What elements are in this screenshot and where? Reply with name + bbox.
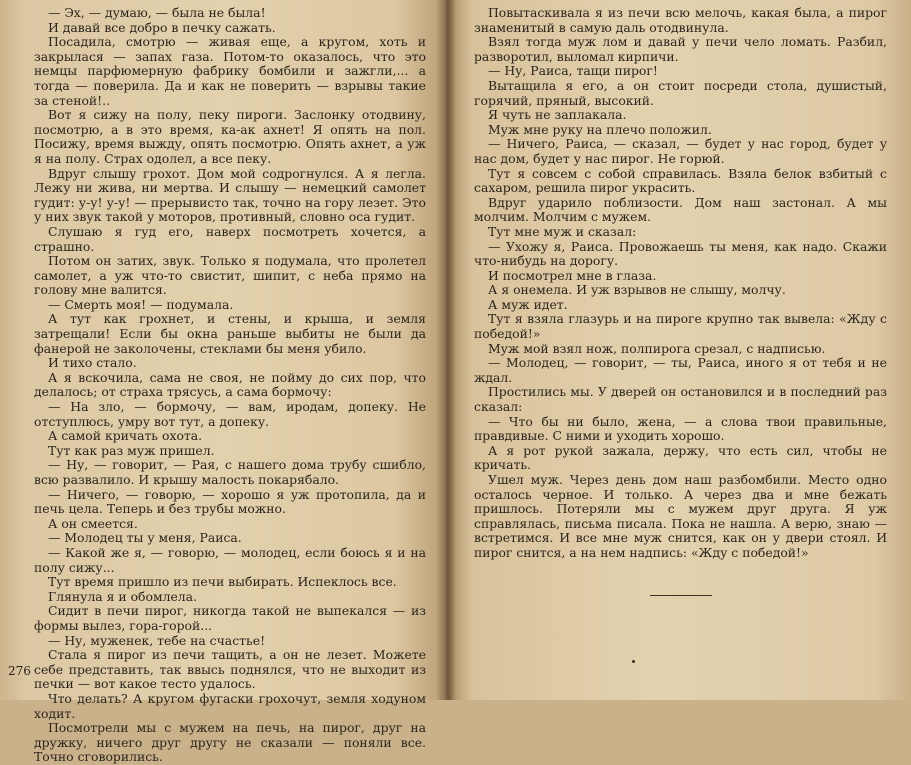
paragraph: — Молодец, — говорит, — ты, Раиса, иного я от тебя и не ждал. <box>474 355 887 385</box>
paragraph: Посмотрели мы с мужем на печь, на пирог, друг на дружку, ничего друг другу не сказали — поняли все. Точно сговорились. <box>34 720 426 765</box>
paragraph: — Смерть моя! — подумала. <box>48 296 234 312</box>
paragraph: Ушел муж. Через день дом наш разбомбили. Место одно осталось черное. И только. А через два и мне бежать пришлось. Потеряли мы с мужем друг друга. Я уж справлялась, письма писала. Пока не нашла. А верю, знаю — встретимся. И все мне муж снится, как он у двери стоял. И пирог снится, а на нем надпись: «Жду с победой!» <box>474 472 887 560</box>
paragraph: Слушаю я гуд его, наверх посмотреть хочется, а страшно. <box>34 223 426 254</box>
paragraph: Глянула я и обомлела. <box>48 588 198 604</box>
paragraph: И тихо стало. <box>48 355 137 371</box>
paragraph: — Ничего, — говорю, — хорошо я уж протопила, да и печь цела. Теперь и без трубы можно. <box>34 486 426 517</box>
paragraph: А я онемела. И уж взрывов не слышу, молчу. <box>488 282 786 298</box>
paragraph: И давай все добро в печку сажать. <box>48 19 276 35</box>
paragraph: — Молодец ты у меня, Раиса. <box>48 530 242 546</box>
paragraph: — Ну, Раиса, тащи пирог! <box>488 63 658 79</box>
paragraph: Вытащила я его, а он стоит посреди стола, душистый, горячий, пряный, высокий. <box>474 77 887 108</box>
paragraph: А я вскочила, сама не своя, не пойму до сих пор, что делалось; от страха трясусь, а сама бормочу: <box>34 369 426 400</box>
paragraph: Тут я совсем с собой справилась. Взяла белок взбитый с сахаром, решила пирог украсить. <box>474 165 887 196</box>
paragraph: Муж мне руку на плечо положил. <box>488 121 712 137</box>
paragraph: Тут мне муж и сказал: <box>488 223 637 239</box>
paragraph: Посадила, смотрю — живая еще, а кругом, хоть и закрылася — запах газа. Потом-то оказалось, что это немцы парфюмерную фабрику бомбили и зажгли,... а тогда — поверила. Да и как не поверить — взрывы такие за стеной!.. <box>34 34 426 108</box>
right-page-text <box>474 6 887 561</box>
paragraph: И посмотрел мне в глаза. <box>488 267 657 283</box>
paragraph: Тут как раз муж пришел. <box>48 442 215 458</box>
paragraph: — Эх, — думаю, — была не была! <box>48 5 266 20</box>
paragraph: — Ну, муженек, тебе на счастье! <box>48 632 266 648</box>
paper-speck <box>632 660 635 663</box>
paragraph: Вот я сижу на полу, пеку пироги. Заслонку отодвину, посмотрю, а в это время, ка-ак ахнет! Я опять на пол. Посижу, время выжду, опять посмотрю. Опять ахнет, а уж я на полу. Страх одолел, а все пеку. <box>34 107 426 166</box>
paragraph: Я чуть не заплакала. <box>488 107 627 123</box>
paragraph: А самой кричать охота. <box>48 428 203 444</box>
page-number: 276 <box>8 664 31 678</box>
paragraph: Тут я взяла глазурь и на пироге крупно так вывела: «Жду с победой!» <box>474 311 887 342</box>
paragraph: — Какой же я, — говорю, — молодец, если боюсь я и на полу сижу... <box>34 544 426 575</box>
left-page-text <box>34 6 426 765</box>
paragraph: Взял тогда муж лом и давай у печи чело ломать. Разбил, разворотил, выломал кирпичи. <box>474 34 887 64</box>
right-page <box>448 0 911 700</box>
paragraph: — Ну, — говорит, — Рая, с нашего дома трубу сшибло, всю развалило. И крышу малость покарябало. <box>34 457 426 487</box>
paragraph: А тут как грохнет, и стены, и крыша, и земля затрещали! Если бы окна раньше выбиты не были да фанерой не заколочены, стеклами бы меня убило. <box>34 311 426 356</box>
paragraph: А муж идет. <box>488 296 568 312</box>
paragraph: Что делать? А кругом фугаски грохочут, земля ходуном ходит. <box>34 690 426 721</box>
paragraph: А я рот рукой зажала, держу, что есть сил, чтобы не кричать. <box>474 442 887 473</box>
end-of-story-rule <box>650 595 712 596</box>
paragraph: Повытаскивала я из печи всю мелочь, какая была, а пирог знаменитый в самую даль отодвинула. <box>474 5 887 35</box>
paragraph: — Что бы ни было, жена, — а слова твои правильные, правдивые. С ними и уходить хорошо. <box>474 413 887 444</box>
paragraph: Вдруг ударило поблизости. Дом наш застонал. А мы молчим. Молчим с мужем. <box>474 194 887 225</box>
paragraph: — На зло, — бормочу, — вам, иродам, допеку. Не отступлюсь, умру вот тут, а допеку. <box>34 399 426 429</box>
paragraph: Муж мой взял нож, полпирога срезал, с надписью. <box>488 340 826 356</box>
paragraph: — Ухожу я, Раиса. Провожаешь ты меня, как надо. Скажи что-нибудь на дорогу. <box>474 238 887 269</box>
paragraph: Тут время пришло из печи выбирать. Испеклось все. <box>48 574 397 590</box>
paragraph: Потом он затих, звук. Только я подумала, что пролетел самолет, а уж что-то свистит, шипит, с неба прямо на голову мне валится. <box>34 253 426 298</box>
left-page <box>0 0 448 765</box>
paragraph: А он смеется. <box>48 515 138 531</box>
paragraph: Сидит в печи пирог, никогда такой не выпекался — из формы вылез, гора-горой... <box>34 603 426 633</box>
paragraph: — Ничего, Раиса, — сказал, — будет у нас город, будет у нас дом, будет у нас пирог. Не горюй. <box>474 136 887 166</box>
paragraph: Стала я пирог из печи тащить, а он не лезет. Можете себе представить, так ввысь поднялся, что не выходит из печки — вот какое тесто удалось. <box>34 647 426 692</box>
paragraph: Вдруг слышу грохот. Дом мой содрогнулся. А я легла. Лежу ни жива, ни мертва. И слышу — немецкий самолет гудит: у-у! у-у! — прерывисто так, точно на гору лезет. Это у них звук такой у моторов, противный, словно оса гудит. <box>34 165 426 225</box>
paragraph: Простились мы. У дверей он остановился и в последний раз сказал: <box>474 384 887 415</box>
